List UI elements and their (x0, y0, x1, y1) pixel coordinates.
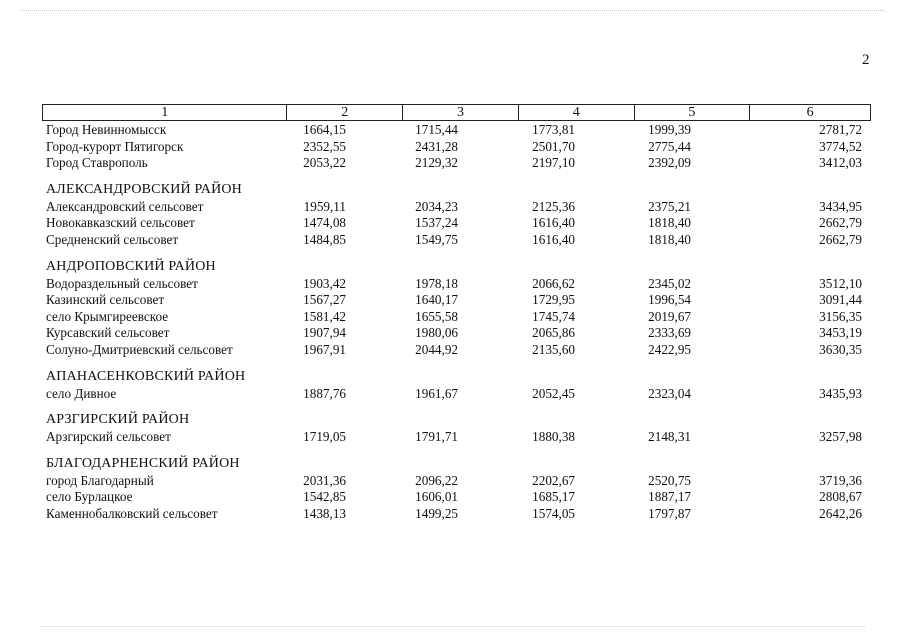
row-spacer (46, 249, 866, 258)
settlement-name: Курсавский сельсовет (46, 325, 170, 341)
value-col-4: 1616,40 (532, 215, 575, 231)
table-row (46, 139, 866, 156)
settlement-name: город Благодарный (46, 472, 154, 488)
settlement-name: Город Невинномысск (46, 122, 167, 137)
settlement-name: Водораздельный сельсовет (46, 275, 198, 291)
district-heading (46, 455, 866, 473)
value-col-3: 1980,06 (415, 325, 458, 341)
value-col-3: 1549,75 (415, 231, 458, 247)
settlement-name: село Бурлацкое (46, 489, 133, 505)
value-col-6: 3412,03 (819, 155, 862, 171)
value-col-3: 1791,71 (415, 429, 458, 445)
settlement-name: село Дивное (46, 385, 117, 401)
value-col-6: 2662,79 (819, 231, 862, 247)
settlement-name: село Крымгиреевское (46, 308, 169, 324)
row-spacer (46, 446, 866, 455)
value-col-5: 2333,69 (648, 325, 691, 341)
value-col-4: 2202,67 (532, 472, 575, 488)
value-col-3: 1606,01 (415, 489, 458, 505)
value-col-5: 2422,95 (648, 341, 691, 357)
value-col-6: 2781,72 (819, 122, 862, 137)
table-body (46, 122, 866, 523)
table-row (46, 342, 866, 359)
table-row (46, 122, 866, 139)
value-col-2: 2352,55 (303, 138, 346, 154)
table-row (46, 429, 866, 446)
settlement-name: Новокавказский сельсовет (46, 215, 195, 231)
district-name: БЛАГОДАРНЕНСКИЙ РАЙОН (46, 455, 240, 471)
value-col-2: 1438,13 (303, 505, 346, 521)
value-col-5: 1887,17 (648, 489, 691, 505)
value-col-5: 2775,44 (648, 138, 691, 154)
value-col-6: 3453,19 (819, 325, 862, 341)
value-col-4: 1745,74 (532, 308, 575, 324)
header-col-6: 6 (806, 105, 814, 120)
district-name: АПАНАСЕНКОВСКИЙ РАЙОН (46, 368, 246, 384)
header-col-3: 3 (403, 105, 519, 120)
value-col-6: 3435,93 (819, 385, 862, 401)
value-col-5: 1818,40 (648, 215, 691, 231)
district-heading (46, 181, 866, 199)
value-col-4: 1773,81 (532, 122, 575, 137)
value-col-5: 2148,31 (648, 429, 691, 445)
value-col-5: 1999,39 (648, 122, 691, 137)
value-col-4: 1729,95 (532, 292, 575, 308)
value-col-3: 2431,28 (415, 138, 458, 154)
table-row (46, 199, 866, 216)
row-spacer (46, 359, 866, 368)
value-col-6: 3774,52 (819, 138, 862, 154)
settlement-name: Город Ставрополь (46, 155, 148, 171)
row-spacer (46, 172, 866, 181)
value-col-2: 1907,94 (303, 325, 346, 341)
settlement-name: Город-курорт Пятигорск (46, 138, 184, 154)
value-col-5: 1818,40 (648, 231, 691, 247)
value-col-5: 2520,75 (648, 472, 691, 488)
table-row (46, 155, 866, 172)
value-col-4: 1880,38 (532, 429, 575, 445)
settlement-name: Каменнобалковский сельсовет (46, 505, 218, 521)
value-col-3: 1655,58 (415, 308, 458, 324)
value-col-2: 1664,15 (303, 122, 346, 137)
header-col-5: 5 (635, 105, 751, 120)
value-col-6: 2642,26 (819, 505, 862, 521)
value-col-2: 1581,42 (303, 308, 346, 324)
table-row (46, 325, 866, 342)
table-row (46, 386, 866, 403)
table-row (46, 506, 866, 523)
value-col-3: 1499,25 (415, 505, 458, 521)
value-col-6: 3434,95 (819, 198, 862, 214)
scan-artifact-bottom (40, 626, 865, 631)
value-col-2: 1567,27 (303, 292, 346, 308)
value-col-2: 1887,76 (303, 385, 346, 401)
value-col-4: 2501,70 (532, 138, 575, 154)
table-row (46, 232, 866, 249)
value-col-3: 1715,44 (415, 122, 458, 137)
value-col-3: 2096,22 (415, 472, 458, 488)
value-col-5: 2392,09 (648, 155, 691, 171)
value-col-2: 2031,36 (303, 472, 346, 488)
value-col-4: 2197,10 (532, 155, 575, 171)
value-col-6: 3257,98 (819, 429, 862, 445)
settlement-name: Александровский сельсовет (46, 198, 204, 214)
value-col-2: 1542,85 (303, 489, 346, 505)
value-col-5: 1996,54 (648, 292, 691, 308)
value-col-4: 2065,86 (532, 325, 575, 341)
settlement-name: Средненский сельсовет (46, 231, 179, 247)
value-col-5: 2345,02 (648, 275, 691, 291)
value-col-3: 2034,23 (415, 198, 458, 214)
value-col-4: 1574,05 (532, 505, 575, 521)
table-row (46, 489, 866, 506)
settlement-name: Арзгирский сельсовет (46, 429, 171, 445)
value-col-4: 2052,45 (532, 385, 575, 401)
value-col-6: 3630,35 (819, 341, 862, 357)
value-col-5: 2375,21 (648, 198, 691, 214)
value-col-3: 2044,92 (415, 341, 458, 357)
scan-artifact-top (20, 10, 885, 15)
value-col-6: 2662,79 (819, 215, 862, 231)
header-col-1: 1 (43, 105, 287, 120)
header-col-4: 4 (519, 105, 635, 120)
value-col-3: 1640,17 (415, 292, 458, 308)
value-col-2: 1903,42 (303, 275, 346, 291)
value-col-4: 1616,40 (532, 231, 575, 247)
value-col-5: 2323,04 (648, 385, 691, 401)
district-heading (46, 411, 866, 429)
value-col-2: 1967,91 (303, 341, 346, 357)
district-name: АЛЕКСАНДРОВСКИЙ РАЙОН (46, 181, 242, 197)
row-spacer (46, 402, 866, 411)
table-row (46, 276, 866, 293)
value-col-2: 1959,11 (303, 198, 346, 214)
table-row (46, 292, 866, 309)
value-col-3: 1978,18 (415, 275, 458, 291)
settlement-name: Солуно-Дмитриевский сельсовет (46, 341, 233, 357)
value-col-3: 2129,32 (415, 155, 458, 171)
table-row (46, 309, 866, 326)
value-col-6: 3719,36 (819, 472, 862, 488)
table-row (46, 215, 866, 232)
value-col-2: 1484,85 (303, 231, 346, 247)
header-col-2: 2 (287, 105, 403, 120)
value-col-5: 1797,87 (648, 505, 691, 521)
value-col-4: 2135,60 (532, 341, 575, 357)
page-number: 2 (862, 52, 870, 68)
value-col-6: 3156,35 (819, 308, 862, 324)
value-col-2: 1474,08 (303, 215, 346, 231)
district-heading (46, 258, 866, 276)
value-col-3: 1961,67 (415, 385, 458, 401)
district-name: АНДРОПОВСКИЙ РАЙОН (46, 258, 216, 274)
value-col-4: 2125,36 (532, 198, 575, 214)
settlement-name: Казинский сельсовет (46, 292, 165, 308)
value-col-6: 3091,44 (819, 292, 862, 308)
district-heading (46, 368, 866, 386)
value-col-2: 2053,22 (303, 155, 346, 171)
value-col-5: 2019,67 (648, 308, 691, 324)
value-col-6: 3512,10 (819, 275, 862, 291)
value-col-3: 1537,24 (415, 215, 458, 231)
table-header (42, 104, 871, 121)
value-col-2: 1719,05 (303, 429, 346, 445)
value-col-4: 2066,62 (532, 275, 575, 291)
value-col-6: 2808,67 (819, 489, 862, 505)
table-row (46, 473, 866, 490)
value-col-4: 1685,17 (532, 489, 575, 505)
district-name: АРЗГИРСКИЙ РАЙОН (46, 412, 190, 428)
